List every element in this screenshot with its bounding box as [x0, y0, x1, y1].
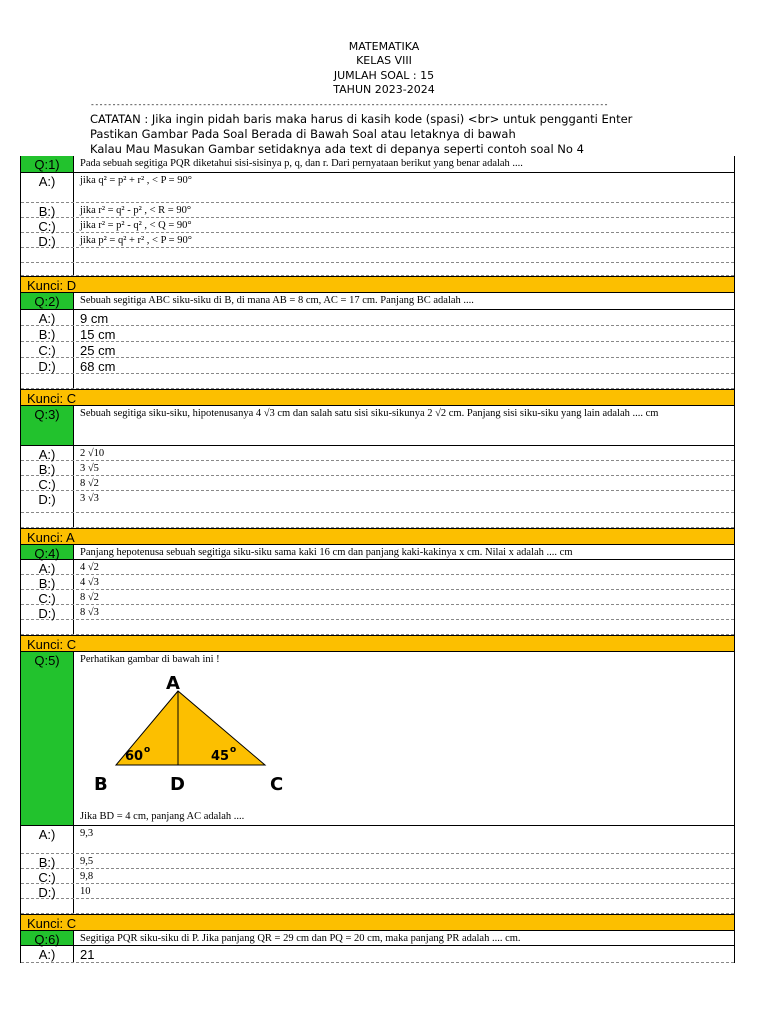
option-text: jika q² = p² + r² , < P = 90°: [73, 173, 734, 202]
option-label: B:): [38, 576, 56, 591]
option-label: A:): [38, 447, 56, 462]
option-label: B:): [38, 204, 56, 219]
title-subject: MATEMATIKA: [348, 40, 420, 53]
option-text: 4 √3: [73, 575, 734, 589]
option-text: jika r² = p² - q² , < Q = 90°: [73, 218, 734, 232]
spacer-row: [21, 248, 734, 263]
option-row: [21, 854, 734, 869]
spacer-row: [21, 374, 734, 389]
option-text: 3 √3: [73, 491, 734, 512]
triangle-figure: [88, 672, 318, 797]
option-text: jika r² = q² - p² , < R = 90°: [73, 203, 734, 217]
option-label: D:): [38, 234, 56, 249]
option-text: 8 √2: [73, 476, 734, 490]
vertex-a-label: A: [166, 673, 180, 694]
question-label: Q:6): [21, 931, 73, 945]
question-row: [21, 652, 734, 826]
spacer-row: [21, 263, 734, 276]
option-row: [21, 826, 734, 854]
question-text: Panjang hepotenusa sebuah segitiga siku-siku sama kaki 16 cm dan panjang kaki-kakinya x cm. Nilai x adalah .... cm: [73, 545, 734, 559]
angle-b-degree: o: [144, 745, 151, 755]
option-label: D:): [38, 492, 56, 507]
option-row: [21, 461, 734, 476]
option-row: [21, 575, 734, 590]
option-text: 2 √10: [73, 446, 734, 460]
option-text: 10: [73, 884, 734, 898]
question-row: [21, 156, 734, 173]
question-text-followup: Jika BD = 4 cm, panjang AC adalah ....: [80, 811, 245, 822]
option-label: A:): [38, 174, 56, 189]
option-text: 21: [73, 946, 734, 962]
question-text: Segitiga PQR siku-siku di P. Jika panjang QR = 29 cm dan PQ = 20 cm, maka panjang PR adalah .... cm.: [73, 931, 734, 945]
question-text: Sebuah segitiga siku-siku, hipotenusanya 4 √3 cm dan salah satu sisi siku-sikunya 2 √2 cm. Panjang sisi siku-siku yang lain adalah .... cm: [73, 406, 734, 445]
answer-key: Kunci: C: [21, 914, 734, 931]
spacer-row: [21, 513, 734, 528]
option-label: A:): [38, 947, 56, 962]
option-label: C:): [38, 870, 56, 885]
option-row: [21, 173, 734, 203]
option-text: 4 √2: [73, 560, 734, 574]
option-row: [21, 310, 734, 326]
option-label: C:): [38, 343, 56, 358]
option-row: [21, 590, 734, 605]
option-label: A:): [38, 827, 56, 842]
note-line-1: CATATAN : Jika ingin pidah baris maka harus di kasih kode (spasi) <br> untuk pengganti Enter: [90, 112, 633, 126]
option-row: [21, 326, 734, 342]
question-row: [21, 931, 734, 946]
option-row: [21, 491, 734, 513]
option-row: [21, 560, 734, 575]
answer-key: Kunci: D: [21, 276, 734, 293]
question-text: Sebuah segitiga ABC siku-siku di B, di mana AB = 8 cm, AC = 17 cm. Panjang BC adalah ....: [73, 293, 734, 309]
option-label: C:): [38, 591, 56, 606]
option-text: 8 √3: [73, 605, 734, 619]
option-text: 3 √5: [73, 461, 734, 475]
option-label: A:): [38, 311, 56, 326]
option-row: [21, 476, 734, 491]
option-text: 9,3: [73, 826, 734, 853]
title-class: KELAS VIII: [356, 54, 412, 67]
question-label: Q:1): [21, 156, 73, 172]
option-label: C:): [38, 219, 56, 234]
question-label: Q:5): [21, 652, 73, 825]
option-text: 9,5: [73, 854, 734, 868]
option-label: C:): [38, 477, 56, 492]
question-text: Perhatikan gambar di bawah ini !: [80, 654, 220, 665]
question-label: Q:2): [21, 293, 73, 309]
option-row: [21, 233, 734, 248]
question-label: Q:4): [21, 545, 73, 559]
option-row: [21, 218, 734, 233]
angle-c-label: 45: [211, 749, 230, 764]
option-label: B:): [38, 462, 56, 477]
option-label: D:): [38, 606, 56, 621]
answer-key: Kunci: C: [21, 389, 734, 406]
option-row: [21, 605, 734, 620]
vertex-d-label: D: [170, 774, 185, 795]
option-row: [21, 946, 734, 963]
option-text: 9 cm: [73, 310, 734, 325]
option-text: 8 √2: [73, 590, 734, 604]
option-row: [21, 203, 734, 218]
note-line-3: Kalau Mau Masukan Gambar setidaknya ada text di depanya seperti contoh soal No 4: [90, 142, 584, 156]
spacer-row: [21, 899, 734, 914]
question-row: [21, 545, 734, 560]
option-label: B:): [38, 327, 56, 342]
divider-line: ------------------------------------------------------------------------------------------------------------------------: [90, 100, 608, 109]
option-text: jika p² = q² + r² , < P = 90°: [73, 233, 734, 247]
question-row: [21, 293, 734, 310]
option-row: [21, 869, 734, 884]
vertex-c-label: C: [270, 774, 284, 795]
question-table: [20, 156, 735, 963]
answer-key: Kunci: A: [21, 528, 734, 545]
note-line-2: Pastikan Gambar Pada Soal Berada di Bawah Soal atau letaknya di bawah: [90, 127, 516, 141]
question-label: Q:3): [21, 406, 73, 445]
option-row: [21, 446, 734, 461]
option-text: 9,8: [73, 869, 734, 883]
spacer-row: [21, 620, 734, 635]
question-text: Pada sebuah segitiga PQR diketahui sisi-sisinya p, q, dan r. Dari pernyataan berikut yang benar adalah ....: [73, 156, 734, 172]
option-label: D:): [38, 885, 56, 900]
option-text: 15 cm: [73, 326, 734, 341]
option-row: [21, 342, 734, 358]
option-text: 68 cm: [73, 358, 734, 373]
option-label: B:): [38, 855, 56, 870]
option-row: [21, 358, 734, 374]
vertex-b-label: B: [94, 774, 108, 795]
title-year: TAHUN 2023-2024: [333, 83, 435, 96]
angle-b-label: 60: [125, 749, 144, 764]
option-row: [21, 884, 734, 899]
title-question-count: JUMLAH SOAL : 15: [333, 69, 435, 82]
option-label: A:): [38, 561, 56, 576]
angle-c-degree: o: [230, 745, 237, 755]
answer-key: Kunci: C: [21, 635, 734, 652]
option-text: 25 cm: [73, 342, 734, 357]
question-row: [21, 406, 734, 446]
option-label: D:): [38, 359, 56, 374]
